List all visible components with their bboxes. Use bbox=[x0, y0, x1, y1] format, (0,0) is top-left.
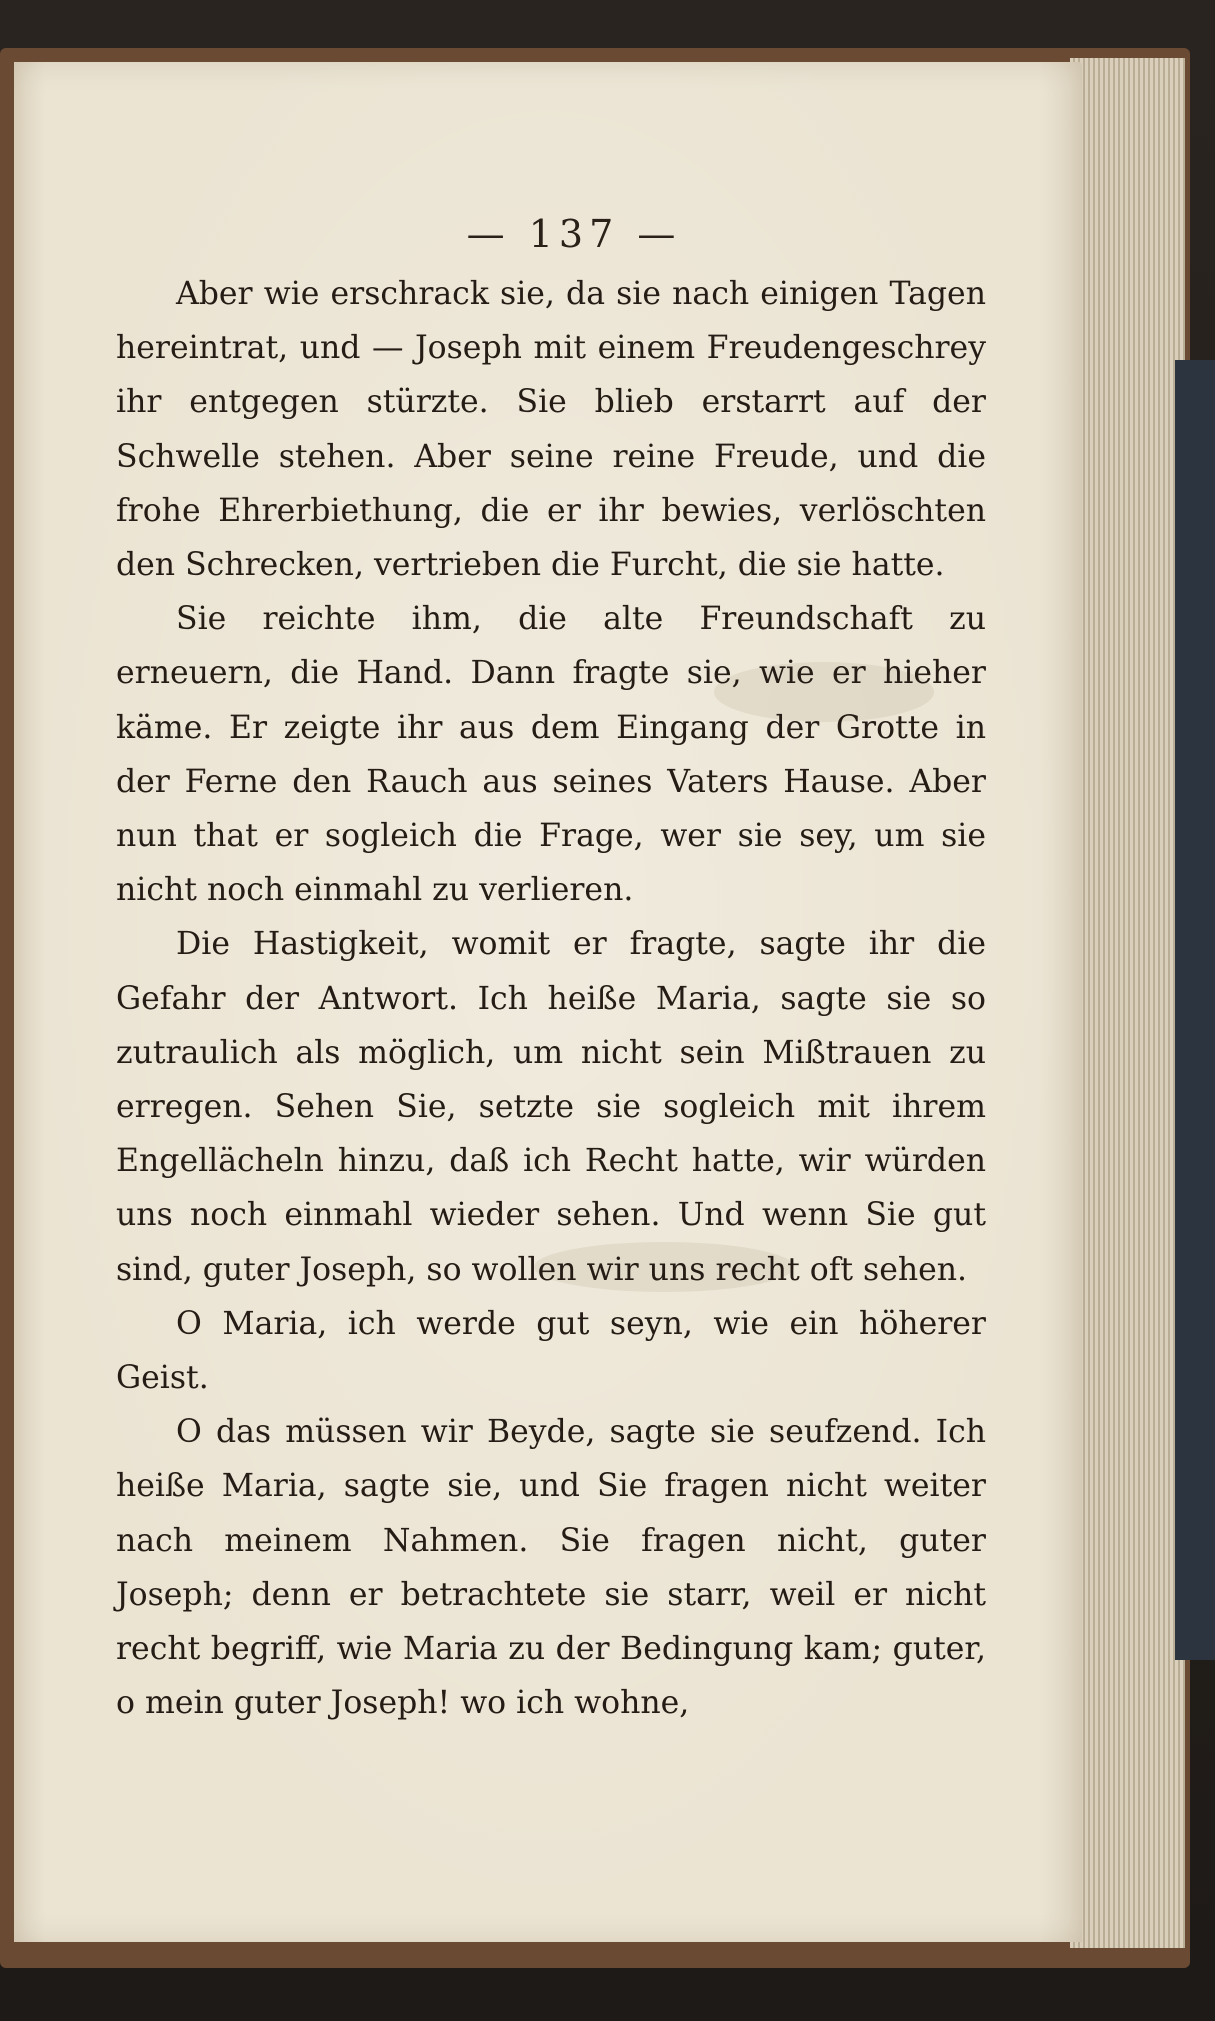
page-body-text bbox=[116, 267, 986, 1730]
book-page bbox=[14, 62, 1082, 1942]
paragraph: O Maria, ich werde gut seyn, wie ein höherer Geist. bbox=[116, 1305, 986, 1397]
page-stack-edge bbox=[1070, 58, 1185, 1948]
paragraph: Die Hastigkeit, womit er fragte, sagte ihr die Gefahr der Antwort. Ich heiße Maria, sagte sie so zutraulich als möglich, um nicht sein Mißtrauen zu erregen. Sehen Sie, setzte sie sogleich mit ihrem Engellächeln hinzu, daß ich Recht hatte, wir würden uns noch einmahl wieder sehen. Und wenn Sie gut sind, guter Joseph, so wollen wir uns recht oft sehen. bbox=[116, 926, 986, 1288]
page-number: — 137 — bbox=[466, 212, 682, 256]
paragraph: Aber wie erschrack sie, da sie nach einigen Tagen hereintrat, und — Joseph mit einem Freudengeschrey ihr entgegen stürzte. Sie blieb erstarrt auf der Schwelle stehen. Aber seine reine Freude, und die frohe Ehrerbiethung, die er ihr bewies, verlöschten den Schrecken, vertrieben die Furcht, die sie hatte. bbox=[116, 276, 986, 584]
paragraph: Sie reichte ihm, die alte Freundschaft zu erneuern, die Hand. Dann fragte sie, wie er hieher käme. Er zeigte ihr aus dem Eingang der Grotte in der Ferne den Rauch aus seines Vaters Hause. Aber nun that er sogleich die Frage, wer sie sey, um sie nicht noch einmahl zu verlieren. bbox=[116, 601, 986, 909]
paragraph: O das müssen wir Beyde, sagte sie seufzend. Ich heiße Maria, sagte sie, und Sie fragen nicht weiter nach meinem Nahmen. Sie fragen nicht, guter Joseph; denn er betrachtete sie starr, weil er nicht recht begriff, wie Maria zu der Bedingung kam; guter, o mein guter Joseph! wo ich wohne, bbox=[116, 1414, 986, 1722]
adjacent-cover bbox=[1175, 360, 1215, 1660]
